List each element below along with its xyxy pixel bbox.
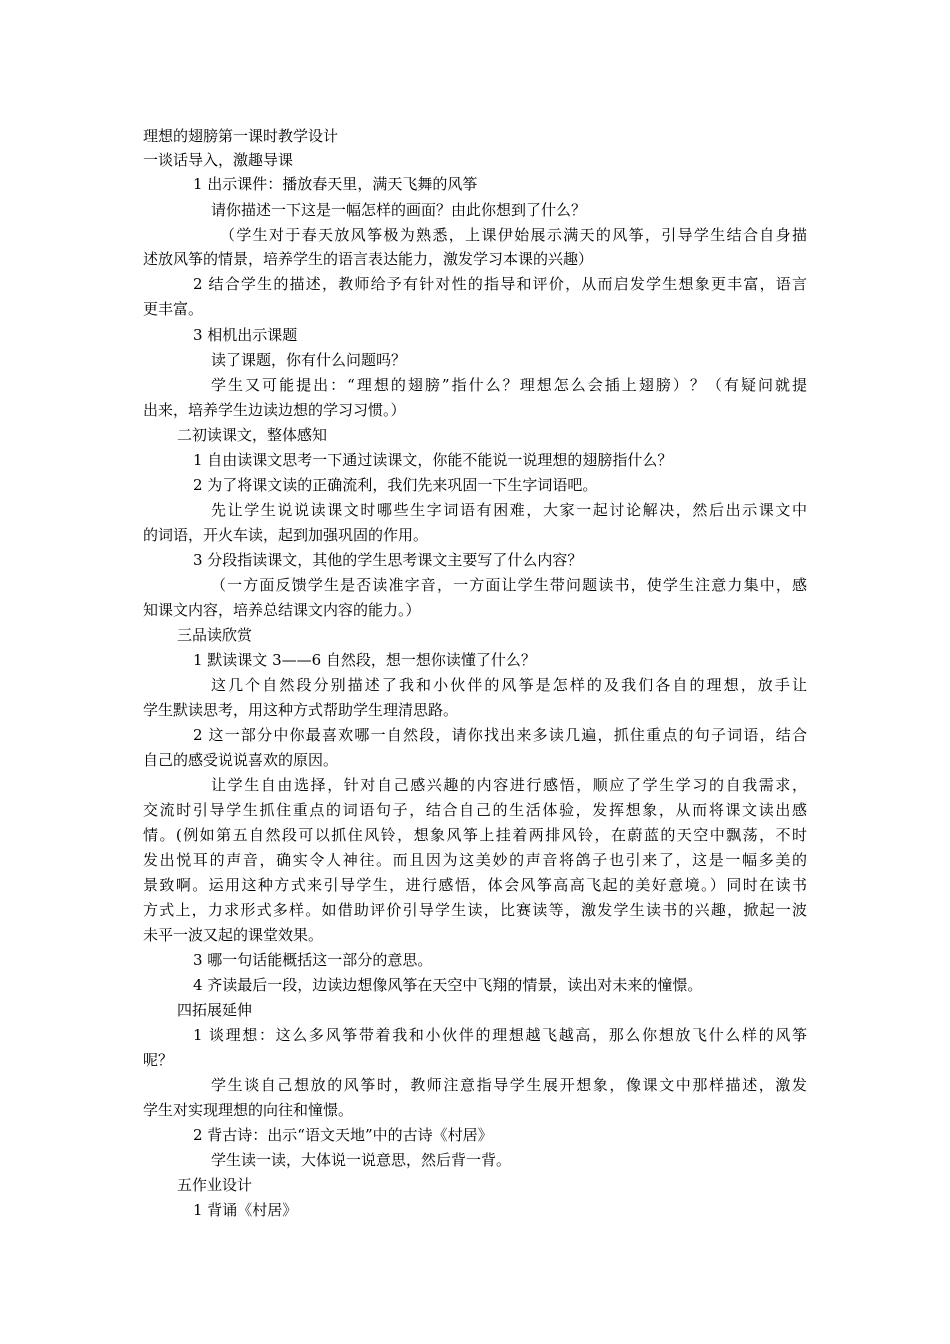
- text-line: 1 默读课文 3——6 自然段，想一想你读懂了什么？: [193, 651, 536, 669]
- text-line: 2 这一部分中你最喜欢哪一自然段，请你找出来多读几遍，抓住重点的句子词语，结合: [193, 726, 807, 744]
- text-line: 交流时引导学生抓住重点的词语句子，结合自己的生活体验，发挥想象，从而将课文读出感: [143, 801, 807, 819]
- text-line: 未平一波又起的课堂效果。: [143, 926, 324, 944]
- section-heading-5: 五作业设计: [177, 1176, 253, 1194]
- text-line: （学生对于春天放风筝极为熟悉，上课伊始展示满天的风筝，引导学生结合自身描: [220, 226, 807, 244]
- text-line: 的词语，开火车读，起到加强巩固的作用。: [143, 526, 429, 544]
- text-line: 3 哪一句话能概括这一部分的意思。: [193, 951, 433, 969]
- text-line: 1 背诵《村居》: [193, 1201, 298, 1219]
- text-line: 情。(例如第五自然段可以抓住风铃，想象风筝上挂着两排风铃，在蔚蓝的天空中飘荡，不时: [143, 826, 807, 844]
- text-line: 先让学生说说读课文时哪些生字词语有困难，大家一起讨论解决，然后出示课文中: [211, 501, 807, 519]
- text-line: 2 为了将课文读的正确流利，我们先来巩固一下生字词语吧。: [193, 476, 598, 494]
- text-line: 让学生自由选择，针对自己感兴趣的内容进行感悟，顺应了学生学习的自我需求，: [211, 776, 807, 794]
- text-line: 读了课题，你有什么问题吗？: [211, 351, 407, 369]
- text-line: 2 结合学生的描述，教师给予有针对性的指导和评价，从而启发学生想象更丰富，语言: [193, 275, 807, 293]
- text-line: 1 自由读课文思考一下通过读课文，你能不能说一说理想的翅膀指什么？: [193, 451, 673, 469]
- text-line: 更丰富。: [143, 300, 204, 318]
- text-line: 2 背古诗：出示“语文天地”中的古诗《村居》: [193, 1126, 493, 1144]
- section-heading-2: 二初读课文，整体感知: [177, 426, 328, 444]
- text-line: （一方面反馈学生是否读准字音，一方面让学生带问题读书，使学生注意力集中，感: [211, 576, 807, 594]
- doc-title: 理想的翅膀第一课时教学设计: [143, 127, 339, 145]
- text-line: 出来，培养学生边读边想的学习习惯。）: [143, 401, 406, 419]
- text-line: 方式上，力求形式多样。如借助评价引导学生读，比赛读等，激发学生读书的兴趣，掀起一波: [143, 901, 807, 919]
- text-line: 发出悦耳的声音，确实令人神往。而且因为这美妙的声音将鸽子也引来了，这是一幅多美的: [143, 851, 807, 869]
- text-line: 1 谈理想：这么多风筝带着我和小伙伴的理想越飞越高，那么你想放飞什么样的风筝: [193, 1026, 807, 1044]
- text-line: 学生读一读，大体说一说意思，然后背一背。: [211, 1151, 512, 1169]
- text-line: 1 出示课件：播放春天里，满天飞舞的风筝: [193, 175, 478, 193]
- section-heading-3: 三品读欣赏: [177, 626, 253, 644]
- section-heading-4: 四拓展延伸: [177, 1001, 253, 1019]
- text-line: 自己的感受说说喜欢的原因。: [143, 751, 339, 769]
- text-line: 4 齐读最后一段，边读边想像风筝在天空中飞翔的情景，读出对未来的憧憬。: [193, 976, 703, 994]
- text-line: 学生又可能提出：“理想的翅膀”指什么？理想怎么会插上翅膀）？（有疑问就提: [211, 376, 807, 394]
- text-line: 3 分段指读课文，其他的学生思考课文主要写了什么内容？: [193, 551, 583, 569]
- text-line: 请你描述一下这是一幅怎样的画面？由此你想到了什么？: [211, 201, 587, 219]
- text-line: 呢？: [143, 1051, 174, 1069]
- text-line: 述放风筝的情景，培养学生的语言表达能力，激发学习本课的兴趣）: [143, 250, 594, 268]
- text-line: 景致啊。运用这种方式来引导学生，进行感悟，体会风筝高高飞起的美好意境。）同时在读书: [143, 876, 807, 894]
- text-line: 3 相机出示课题: [193, 326, 298, 344]
- text-line: 学生对实现理想的向往和憧憬。: [143, 1101, 354, 1119]
- text-line: 知课文内容，培养总结课文内容的能力。）: [143, 601, 421, 619]
- text-line: 这几个自然段分别描述了我和小伙伴的风筝是怎样的及我们各自的理想，放手让: [211, 676, 807, 694]
- text-line: 学生谈自己想放的风筝时，教师注意指导学生展开想象，像课文中那样描述，激发: [211, 1076, 807, 1094]
- section-heading-1: 一谈话导入，激趣导课: [143, 151, 294, 169]
- text-line: 学生默读思考，用这种方式帮助学生理清思路。: [143, 701, 459, 719]
